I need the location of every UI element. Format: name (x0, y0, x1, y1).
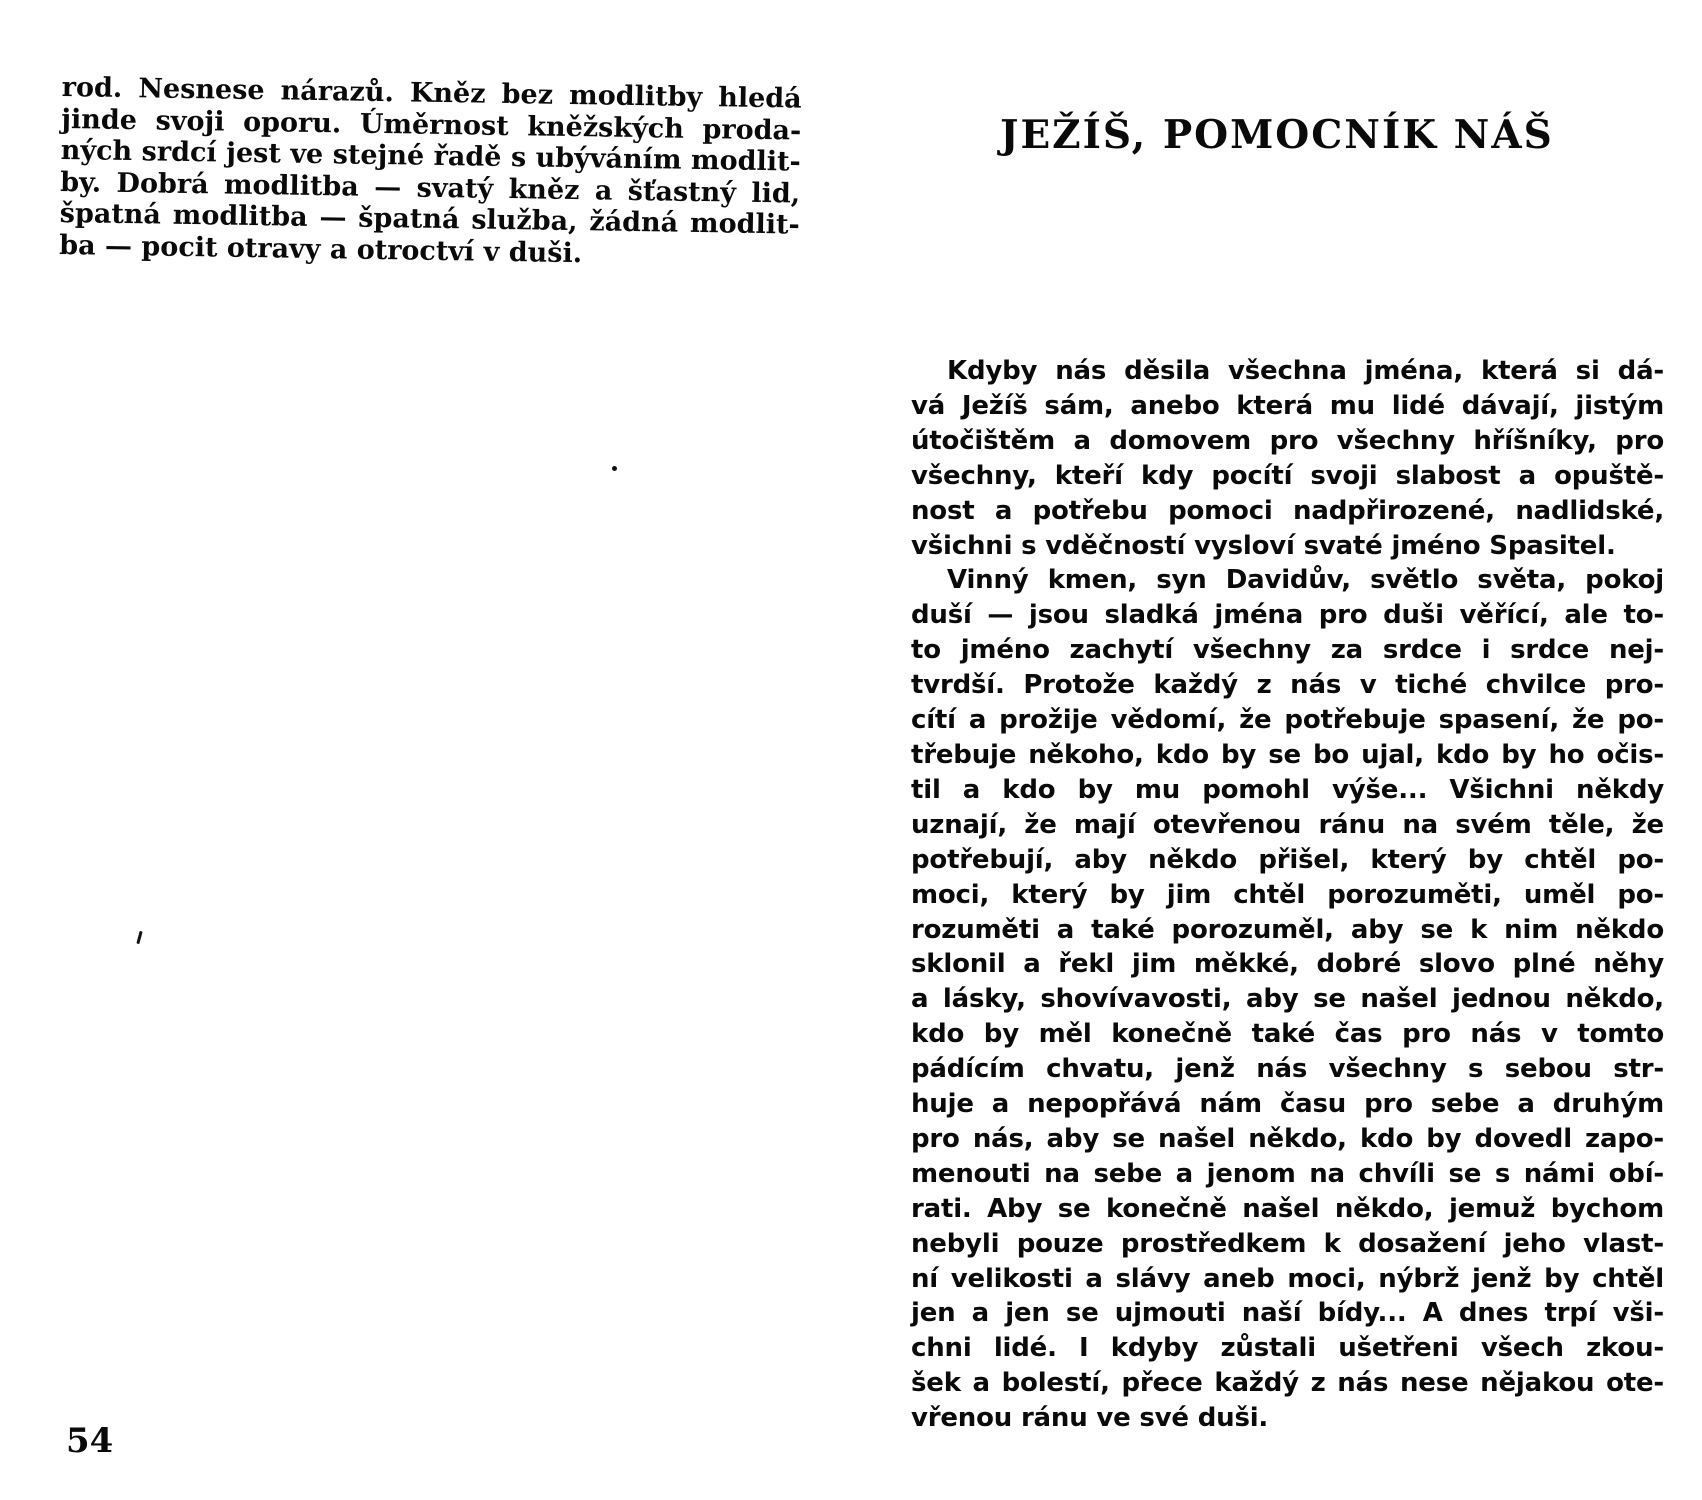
text-line: útočištěm a domovem pro všechny hříšníky, pro (911, 425, 1664, 456)
text-line: pro nás, aby se našel někdo, kdo by dovedl zapo- (911, 1123, 1664, 1154)
text-line: špatná modlitba — špatná služba, žádná modlit- (59, 197, 800, 241)
scan-speck (136, 931, 142, 944)
text-line: huje a nepopřává nám času pro sebe a druhým (911, 1089, 1664, 1120)
chapter-body-text (911, 354, 1664, 1436)
text-line: pádícím chvatu, jenž nás všechny s sebou str- (911, 1054, 1664, 1085)
text-line: cítí a prožije vědomí, že potřebuje spasení, že po- (911, 705, 1664, 736)
text-line: vřenou ránu ve své duši. (911, 1403, 1269, 1434)
text-line: til a kdo by mu pomohl výše... Všichni někdy (911, 774, 1664, 805)
text-line: rozuměti a také porozuměl, aby se k nim někdo (911, 914, 1664, 945)
text-line: třebuje někoho, kdo by se bo ujal, kdo by ho očis- (911, 739, 1664, 770)
text-line: duší — jsou sladká jména pro duši věřící, ale to- (911, 600, 1664, 631)
page-number: 54 (66, 1421, 114, 1461)
text-line: ní velikosti a slávy aneb moci, nýbrž jenž by chtěl (911, 1263, 1664, 1294)
text-line: chni lidé. I kdyby zůstali ušetřeni všech zkou- (911, 1333, 1664, 1364)
scan-speck (612, 466, 617, 471)
text-line: Vinný kmen, syn Davidův, světlo světa, pokoj (947, 565, 1664, 596)
text-line: uznají, že mají otevřenou ránu na svém těle, že (911, 809, 1664, 840)
text-line: vá Ježíš sám, anebo která mu lidé dávají, jistým (911, 390, 1664, 421)
text-line: ba — pocit otravy a otroctví v duši. (59, 229, 583, 269)
text-line: jen a jen se ujmouti naší bídy... A dnes trpí vši- (911, 1298, 1664, 1329)
text-line: a lásky, shovívavosti, aby se našel jednou někdo, (911, 984, 1664, 1015)
text-line: to jméno zachytí všechny za srdce i srdce nej- (911, 635, 1664, 666)
text-line: všichni s vděčností vysloví svaté jméno Spasitel. (911, 530, 1616, 561)
text-line: rati. Aby se konečně našel někdo, jemuž bychom (911, 1193, 1664, 1224)
left-page-text (59, 72, 802, 273)
text-line: šek a bolestí, přece každý z nás nese nějakou ote- (911, 1368, 1664, 1399)
text-line: sklonil a řekl jim měkké, dobré slovo plné něhy (911, 949, 1664, 980)
text-line: nost a potřebu pomoci nadpřirozené, nadlidské, (911, 495, 1664, 526)
text-line: Kdyby nás děsila všechna jména, která si dá- (947, 356, 1664, 386)
text-line: menouti na sebe a jenom na chvíli se s námi obí- (911, 1158, 1664, 1189)
text-line: ných srdcí jest ve stejné řadě s ubýváním modlit- (60, 134, 801, 178)
text-line: tvrdší. Protože každý z nás v tiché chvilce pro- (911, 670, 1664, 701)
chapter-title: JEŽÍŠ, POMOCNÍK NÁŠ (1000, 112, 1554, 158)
text-line: moci, který by jim chtěl porozuměti, uměl po- (911, 879, 1664, 910)
text-line: potřebují, aby někdo přišel, který by chtěl po- (911, 844, 1664, 875)
text-line: rod. Nesnese nárazů. Kněz bez modlitby hledá (61, 72, 802, 115)
text-line: jinde svoji oporu. Úměrnost kněžských proda- (61, 103, 802, 147)
text-line: kdo by měl konečně také čas pro nás v tomto (911, 1019, 1664, 1050)
text-line: nebyli pouze prostředkem k dosažení jeho vlast- (911, 1228, 1664, 1259)
text-line: všechny, kteří kdy pocítí svoji slabost a opuště- (911, 460, 1664, 491)
text-line: by. Dobrá modlitba — svatý kněz a šťastný lid, (60, 166, 801, 210)
